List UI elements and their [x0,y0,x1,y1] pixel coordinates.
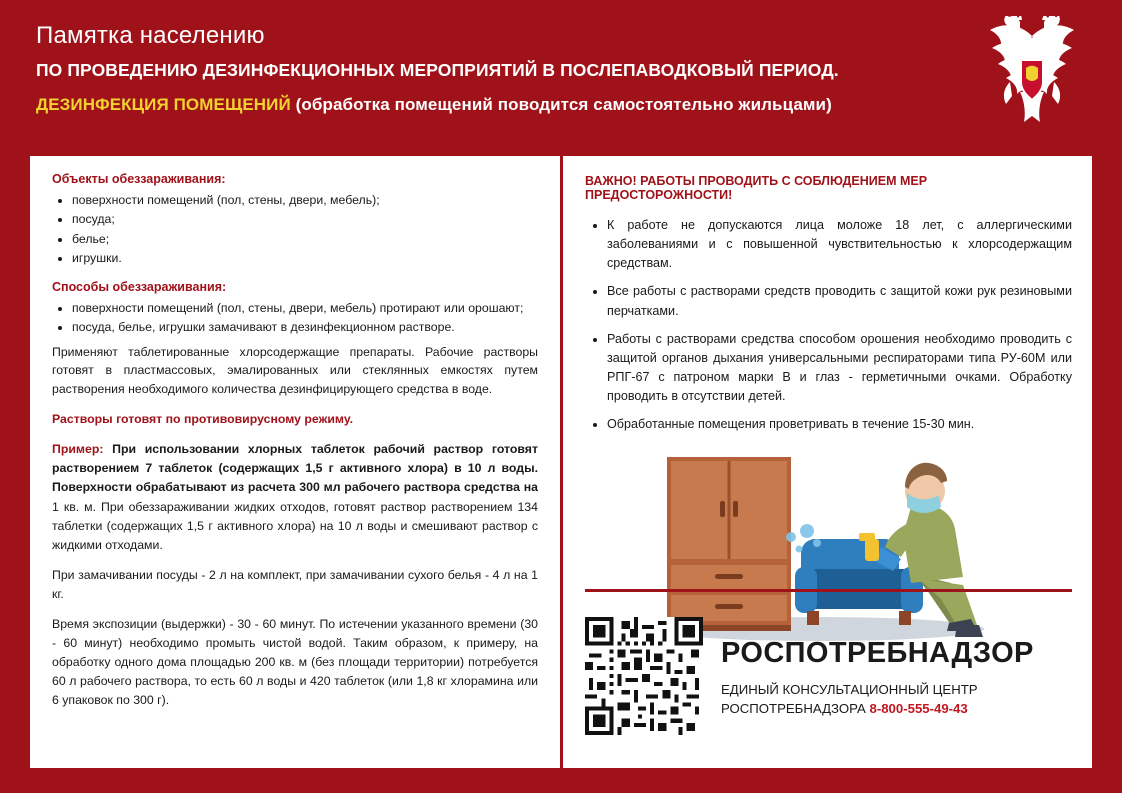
methods-paragraph: Применяют таблетированные хлорсодержащие препараты. Рабочие растворы готовят в пластмассовых, эмалированных или стеклянных емкостях путем растворения необходимого количества дезинфицирующего средства в воде. [52,344,538,396]
warning-title: ВАЖНО! РАБОТЫ ПРОВОДИТЬ С СОБЛЮДЕНИЕМ МЕР ПРЕДОСТОРОЖНОСТИ! [585,174,928,202]
left-panel [30,156,560,768]
example-bold-text: При использовании хлорных таблеток рабочий раствор готовят растворением 7 таблеток (содержащих 1,5 г активного хлора) в 10 л воды. Поверхности обрабатывают из расчета 300 мл рабочего раствора средства на [52,442,538,495]
brand-subtitle-line2 [721,699,1034,718]
header-theme-highlight: ДЕЗИНФЕКЦИЯ ПОМЕЩЕНИЙ [36,95,291,114]
exposure-paragraph: Время экспозиции (выдержки) - 30 - 60 минут. По истечении указанного времени (30 - 60 минут) необходимо промыть чистой водой. Таким образом, к примеру, на обработку одного дома площадью 200 кв. м (без площади территории) потребуется 60 л рабочего раствора, то есть 60 л воды и 420 таблеток (или 1,8 кг хлорамина или 6 упаковок по 300 г). [52,616,538,707]
objects-title: Объекты обеззараживания: [52,172,226,186]
list-item: • белье; [72,230,538,248]
list-item: • К работе не допускаются лица моложе 18 лет, с аллергическими заболеваниями и с повышенной чувствительностью к хлорсодержащим средствам. [607,216,1072,273]
qr-code[interactable] [585,617,703,735]
list-item: • поверхности помещений (пол, стены, двери, мебель) протирают или орошают; [72,299,538,317]
footer-divider [585,589,1072,592]
list-item: • поверхности помещений (пол, стены, двери, мебель); [72,191,538,209]
header-theme-note: (обработка помещений поводится самостоятельно жильцами) [295,95,832,114]
list-item: • Работы с растворами средства способом орошения необходимо проводить с защитой органов дыхания универсальными респираторами типа РУ-60М или РПГ-67 с патроном марки В и глаз - герметичными очками. Обработку проводить в отсутствии детей. [607,330,1072,407]
brand-title: РОСПОТРЕБНАДЗОР [721,636,1034,669]
header-theme-line [36,95,1092,115]
methods-list [52,299,538,337]
soak-paragraph: При замачивании посуды - 2 л на комплект, при замачивании сухого белья - 4 л на 1 кг. [52,567,538,601]
list-item: • посуда; [72,210,538,228]
list-item: • Все работы с растворами средств проводить с защитой кожи рук резиновыми перчатками. [607,282,1072,320]
precautions-list [585,216,1072,434]
hotline-phone[interactable]: 8-800-555-49-43 [869,701,968,717]
footer-branding [585,606,1076,746]
russian-coat-of-arms-icon [976,16,1088,134]
example-rest-text: 1 кв. м. При обеззараживании жидких отходов, готовят раствор растворением 134 таблетки (содержащих 1,5 г активного хлора) на 10 л воды и смешивают раствор с жидкими отходами. [52,499,538,552]
header-title: Памятка населению [36,22,265,49]
brand-block [721,634,1034,719]
poster-header [0,0,1122,148]
header-subtitle: ПО ПРОВЕДЕНИЮ ДЕЗИНФЕКЦИОННЫХ МЕРОПРИЯТИЙ В ПОСЛЕПАВОДКОВЫЙ ПЕРИОД. [36,60,839,80]
example-label: Пример: [52,442,104,457]
objects-list [52,191,538,268]
brand-subtitle-org: РОСПОТРЕБНАДЗОРА [721,701,866,717]
methods-title: Способы обеззараживания: [52,279,227,294]
list-item: • игрушки. [72,249,538,267]
regime-note: Растворы готовят по противовирусному режиму. [52,411,353,426]
right-panel [560,156,1092,768]
brand-subtitle-line1: ЕДИНЫЙ КОНСУЛЬТАЦИОННЫЙ ЦЕНТР [721,682,978,698]
list-item: • посуда, белье, игрушки замачивают в дезинфекционном растворе. [72,318,538,336]
list-item: • Обработанные помещения проветривать в течение 15-30 мин. [607,415,1072,434]
example-paragraph [52,440,538,554]
poster-body [30,156,1092,768]
